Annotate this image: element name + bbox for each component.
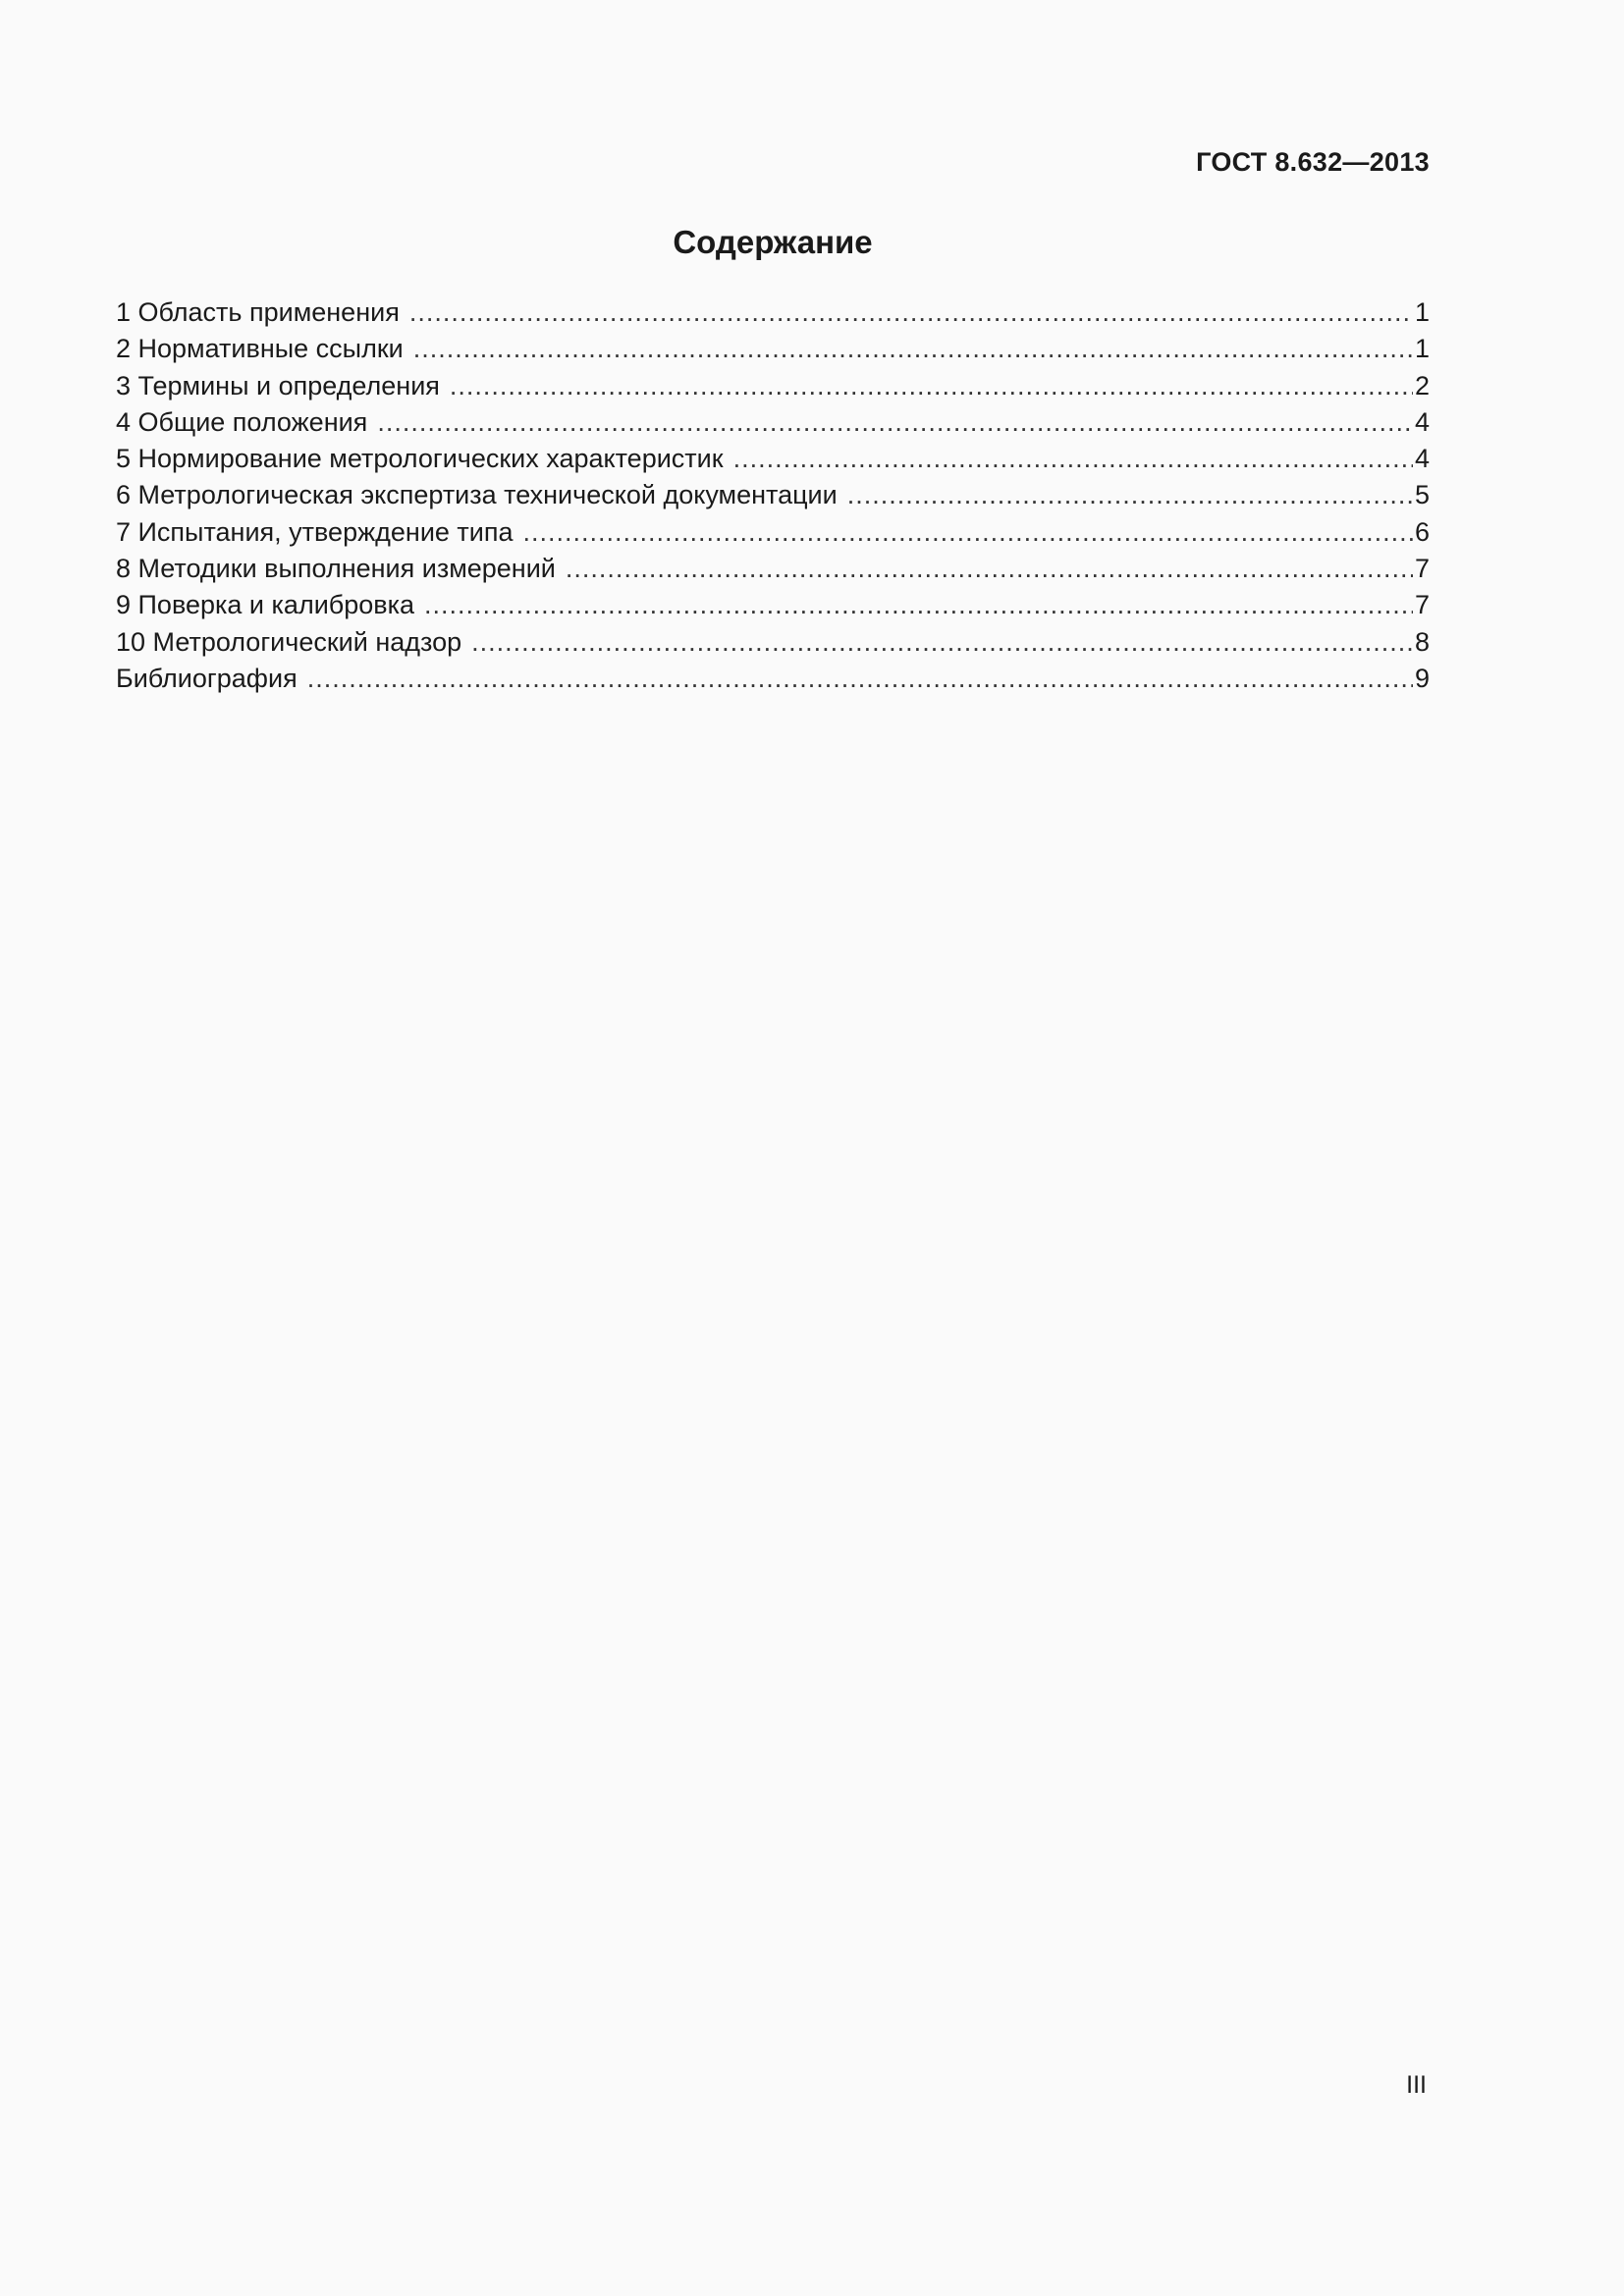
toc-entry-label: 8 Методики выполнения измерений	[116, 554, 556, 584]
toc-entry-page: 7	[1414, 590, 1430, 620]
toc-entry-label: 6 Метрологическая экспертиза технической документации	[116, 480, 838, 510]
dot-leader	[566, 551, 1413, 587]
toc-entry-page: 6	[1414, 516, 1430, 547]
dot-leader	[424, 587, 1413, 623]
toc-entry-label: 5 Нормирование метрологических характеристик	[116, 444, 724, 474]
toc-entry[interactable]	[116, 624, 1430, 661]
toc-entry[interactable]	[116, 587, 1430, 623]
toc-entry[interactable]	[116, 441, 1430, 477]
toc-entry-label: 9 Поверка и калибровка	[116, 590, 415, 620]
toc-entry[interactable]	[116, 368, 1430, 404]
document-code: ГОСТ 8.632—2013	[1196, 147, 1430, 177]
toc-entry[interactable]	[116, 294, 1430, 331]
toc-entry-label: 2 Нормативные ссылки	[116, 334, 404, 364]
toc-entry-label: 7 Испытания, утверждение типа	[116, 516, 514, 547]
toc-entry-page: 4	[1414, 444, 1430, 474]
dot-leader	[409, 294, 1413, 331]
dot-leader	[523, 514, 1413, 551]
dot-leader	[307, 661, 1413, 697]
table-of-contents	[116, 294, 1430, 697]
toc-entry[interactable]	[116, 661, 1430, 697]
toc-entry[interactable]	[116, 514, 1430, 551]
dot-leader	[450, 368, 1413, 404]
dot-leader	[733, 441, 1413, 477]
dot-leader	[413, 331, 1413, 367]
toc-entry-page: 4	[1414, 406, 1430, 437]
toc-entry-page: 1	[1414, 334, 1430, 364]
toc-title: Содержание	[673, 224, 873, 260]
toc-entry[interactable]	[116, 551, 1430, 587]
dot-leader	[471, 624, 1413, 661]
toc-entry-label: 3 Термины и определения	[116, 370, 440, 400]
toc-entry-page: 5	[1414, 480, 1430, 510]
toc-entry-label: 4 Общие положения	[116, 406, 368, 437]
toc-entry-page: 2	[1414, 370, 1430, 400]
toc-entry[interactable]	[116, 331, 1430, 367]
toc-entry-page: 7	[1414, 554, 1430, 584]
toc-entry-page: 9	[1414, 663, 1430, 693]
toc-entry-label: 1 Область применения	[116, 297, 400, 327]
toc-entry-label: Библиография	[116, 663, 298, 693]
toc-entry-page: 1	[1414, 297, 1430, 327]
toc-entry[interactable]	[116, 404, 1430, 441]
toc-entry-page: 8	[1414, 626, 1430, 657]
toc-entry-label: 10 Метрологический надзор	[116, 626, 462, 657]
toc-entry[interactable]	[116, 477, 1430, 513]
page-number: III	[1406, 2071, 1427, 2099]
dot-leader	[377, 404, 1413, 441]
dot-leader	[847, 477, 1413, 513]
